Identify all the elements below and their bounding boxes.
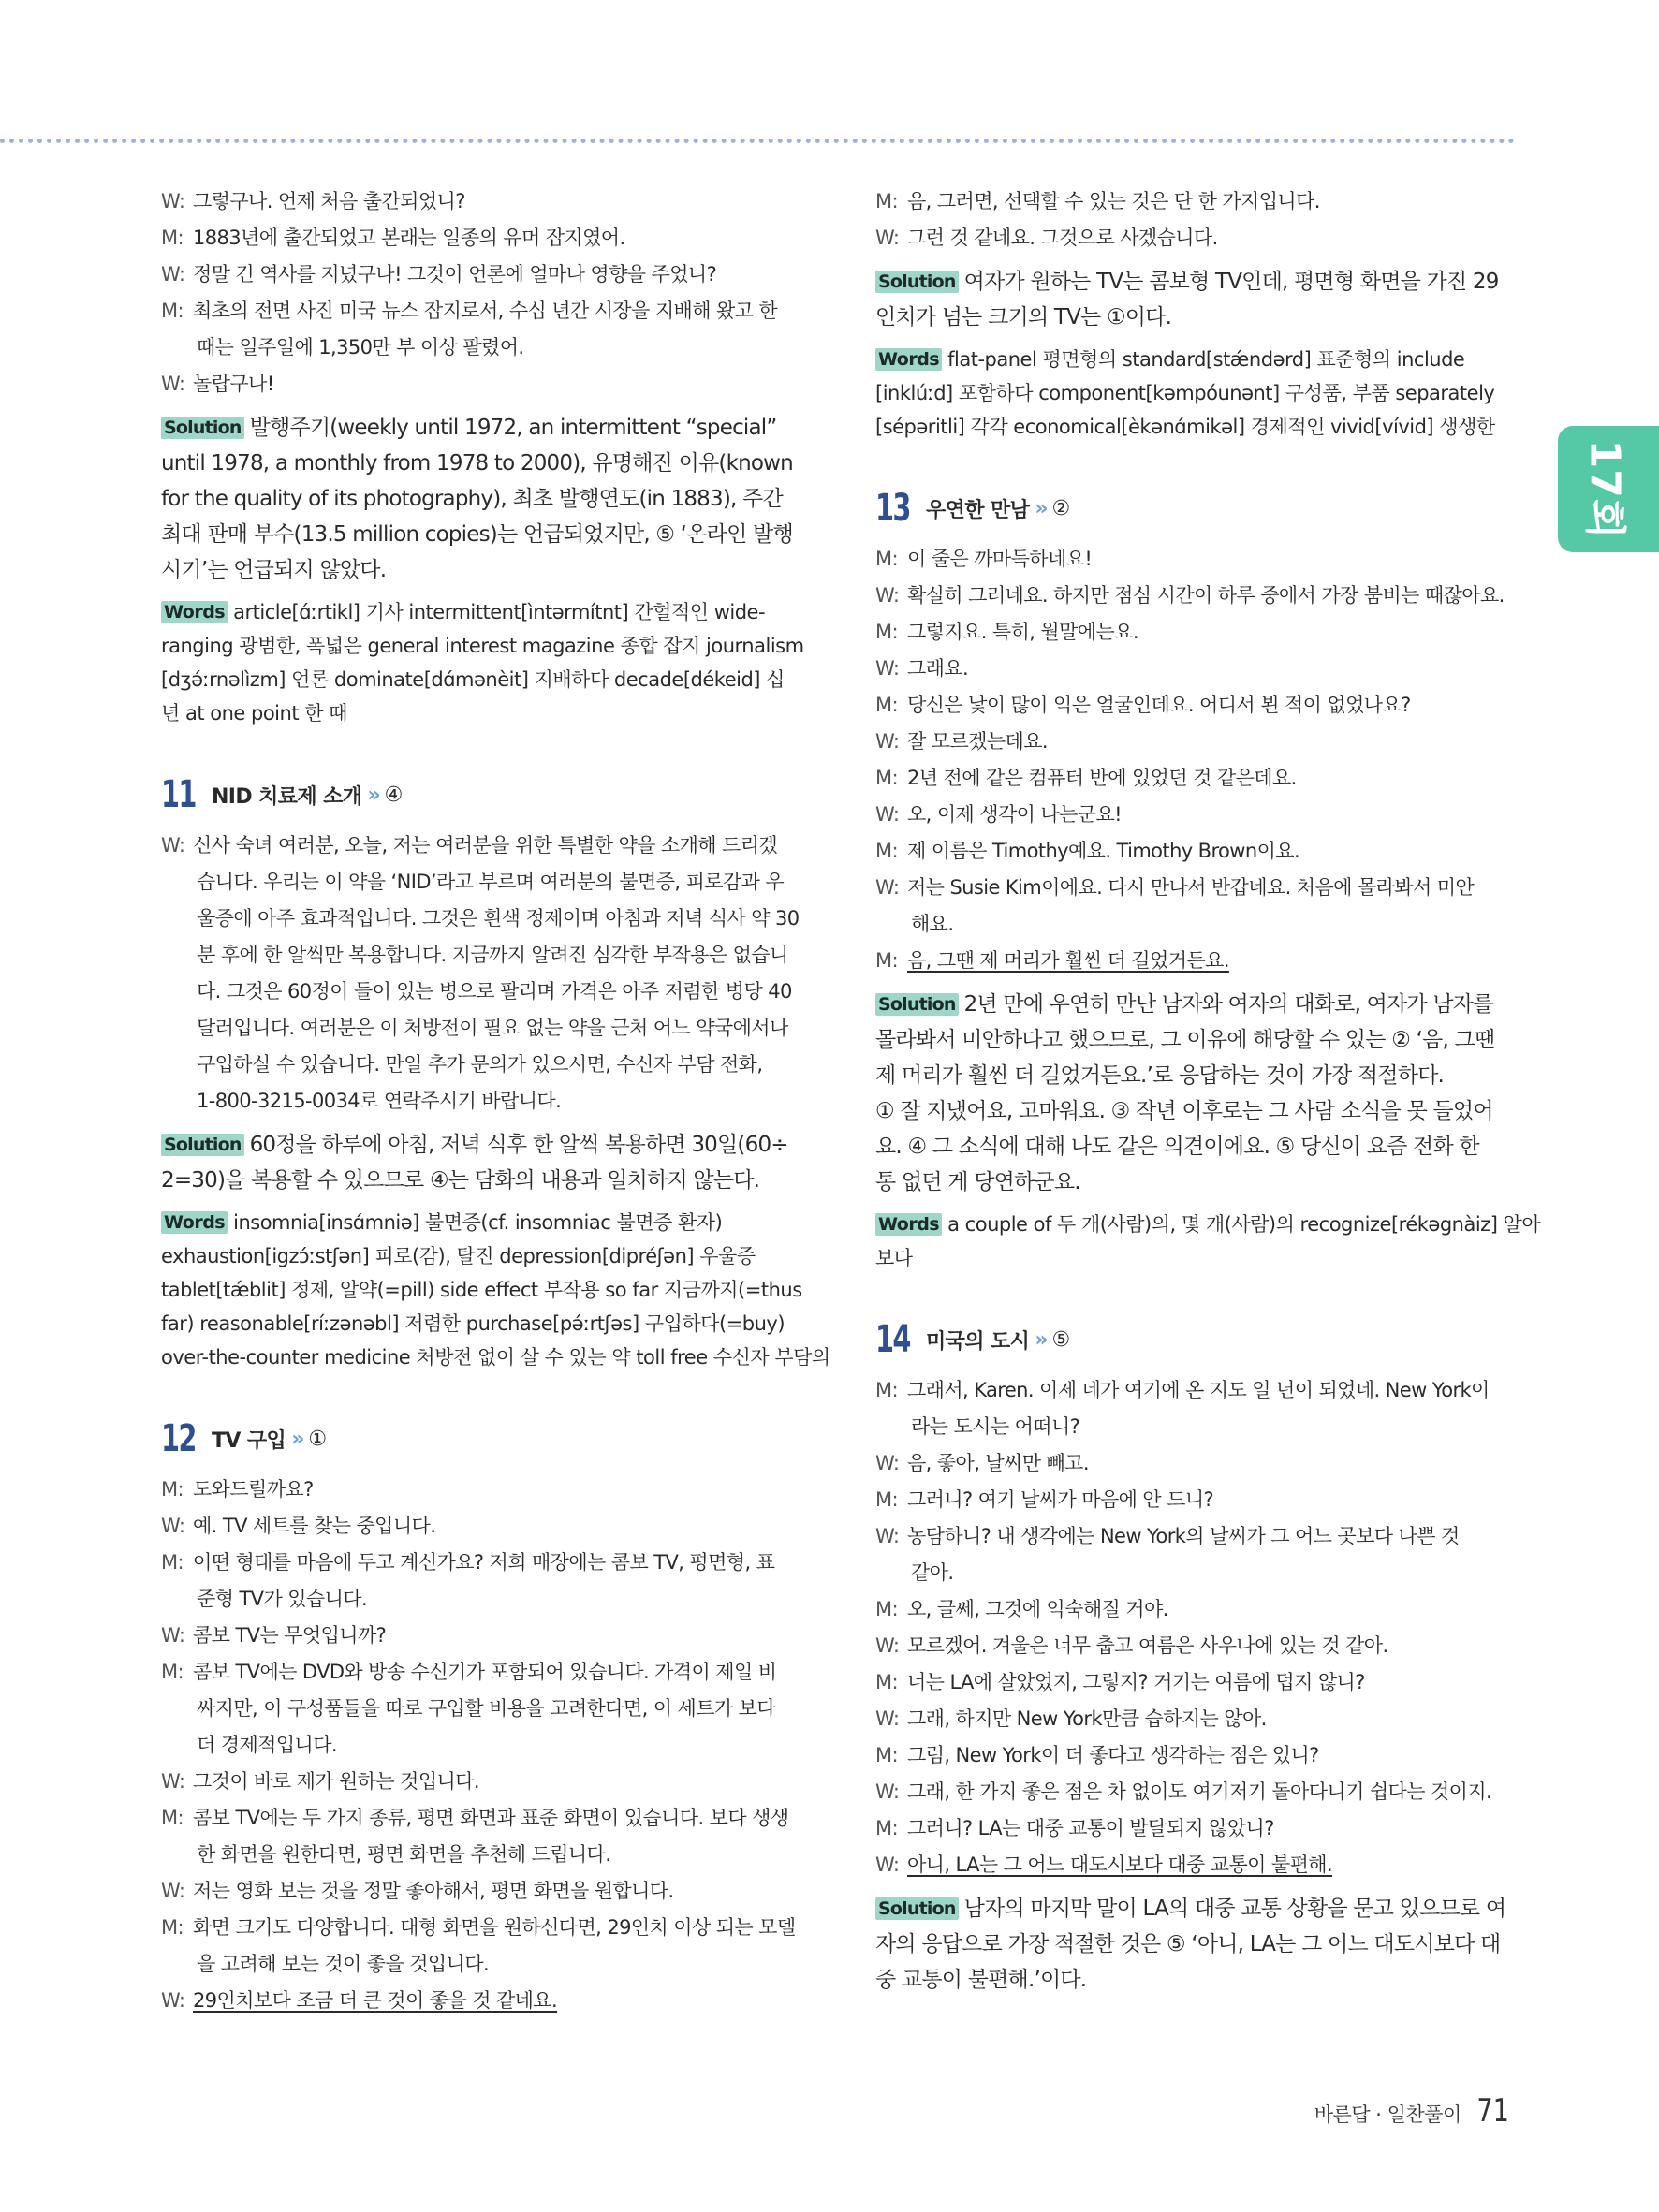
speaker-label: W: — [161, 834, 185, 857]
dialogue-line — [875, 687, 1512, 724]
line-text: ranging 광범한, 폭넓은 general interest magazine 종합 잡지 journalism — [161, 635, 804, 657]
dialogue-text: 당신은 낯이 많이 익은 얼굴인데요. 어디서 뵌 적이 없었나요? — [907, 694, 1411, 716]
solution-line — [875, 1058, 1512, 1093]
dialogue-line — [875, 1445, 1512, 1482]
dialogue-text: 너는 LA에 살았었지, 그렇지? 거기는 여름에 덥지 않니? — [907, 1671, 1365, 1693]
speaker-label: W: — [161, 1770, 185, 1793]
words-line — [161, 1206, 798, 1239]
solution-line — [875, 1165, 1512, 1200]
dialogue-line — [161, 1910, 798, 1946]
words-tag: Words — [161, 1211, 228, 1234]
dialogue-text: 구입하실 수 있습니다. 만일 추가 문의가 있으시면, 수신자 부담 전화, — [197, 1053, 763, 1076]
dialogue-line — [161, 220, 798, 256]
dialogue-text: 최초의 전면 사진 미국 뉴스 잡지로서, 수십 년간 시장을 지배해 왔고 한 — [193, 300, 778, 322]
dialogue-line — [875, 220, 1512, 256]
speaker-label: M: — [161, 300, 184, 322]
section-title: 우연한 만남 — [926, 498, 1030, 522]
solution-tag: Solution — [875, 993, 959, 1016]
line-text: 여자가 원하는 TV는 콤보형 TV인데, 평면형 화면을 가진 29 — [963, 270, 1499, 294]
dialogue-text: 오, 글쎄, 그것에 익숙해질 거야. — [907, 1598, 1168, 1620]
speaker-label: W: — [875, 876, 900, 899]
dialogue-text: 그래서, Karen. 이제 네가 여기에 온 지도 일 년이 되었네. New York이 — [907, 1379, 1490, 1401]
speaker-label: W: — [161, 263, 185, 286]
dialogue-text: 습니다. 우리는 이 약을 ‘NID’라고 부르며 여러분의 불면증, 피로감과 우 — [197, 871, 785, 893]
dialogue-line — [875, 1482, 1512, 1518]
dialogue-line — [161, 293, 798, 330]
dialogue-line — [161, 864, 798, 901]
line-text: article[ɑ́ːrtikl] 기사 intermittent[ìntərmítnt] 간헐적인 wide- — [233, 601, 766, 623]
section-11-header — [161, 768, 798, 822]
solution-line — [875, 1962, 1512, 1998]
speaker-label: W: — [875, 730, 900, 753]
words-line — [875, 1208, 1541, 1241]
solution-line — [161, 517, 798, 552]
speaker-label: W: — [875, 1634, 900, 1657]
dialogue-text: 음, 그러면, 선택할 수 있는 것은 단 한 가지입니다. — [907, 190, 1320, 212]
line-text: 요. ④ 그 소식에 대해 나도 같은 의견이에요. ⑤ 당신이 요즘 전화 한 — [875, 1135, 1479, 1159]
solution-tag: Solution — [161, 417, 244, 439]
dialogue-text: 이 줄은 까마득하네요! — [907, 548, 1093, 570]
dialogue-text: 같아. — [911, 1561, 954, 1584]
line-text: 발행주기(weekly until 1972, an intermittent “special” — [249, 416, 777, 440]
dialogue-line — [161, 1983, 798, 2019]
dialogue-text: 다. 그것은 60정이 들어 있는 병으로 팔리며 가격은 아주 저렴한 병당 40 — [197, 980, 792, 1003]
dialogue-line — [875, 1409, 1512, 1445]
section-11-solution — [161, 1127, 798, 1198]
left-top-solution — [161, 410, 798, 588]
dialogue-line — [875, 797, 1512, 833]
dialogue-text: 도와드릴까요? — [193, 1478, 314, 1501]
dialogue-line — [875, 760, 1512, 797]
words-line — [161, 629, 804, 663]
speaker-label: M: — [875, 1488, 898, 1511]
solution-line — [875, 1129, 1512, 1165]
words-line — [161, 1239, 798, 1273]
words-line — [161, 663, 798, 696]
dialogue-text: 오, 이제 생각이 나는군요! — [907, 803, 1122, 826]
dialogue-line — [161, 1010, 798, 1047]
dialogue-text: 콤보 TV에는 DVD와 방송 수신기가 포함되어 있습니다. 가격이 제일 비 — [193, 1661, 777, 1683]
dialogue-line — [875, 1810, 1512, 1847]
dialogue-line — [161, 1508, 798, 1545]
speaker-label: W: — [875, 584, 900, 607]
line-text: 통 없던 게 당연하군요. — [875, 1170, 1080, 1194]
section-answer: ① — [308, 1427, 328, 1451]
speaker-label: M: — [875, 1744, 898, 1766]
dialogue-continuation: 때는 일주일에 1,350만 부 이상 팔렸어. — [197, 336, 524, 359]
dialogue-line — [875, 1518, 1512, 1555]
dialogue-line — [161, 1618, 798, 1654]
dialogue-text: 한 화면을 원한다면, 평면 화면을 추천해 드립니다. — [197, 1843, 611, 1866]
page-footer — [1314, 2092, 1513, 2130]
section-13-header — [875, 481, 1512, 535]
solution-line — [161, 1163, 798, 1198]
dialogue-text: 을 고려해 보는 것이 좋을 것입니다. — [197, 1953, 490, 1975]
dialogue-text: 1-800-3215-0034로 연락주시기 바랍니다. — [197, 1090, 562, 1112]
section-11-words — [161, 1206, 830, 1374]
speaker-label: M: — [875, 1598, 898, 1620]
speaker-label: M: — [161, 1551, 184, 1574]
words-line — [161, 696, 798, 730]
speaker-label: W: — [161, 190, 185, 212]
dialogue-line — [875, 1737, 1512, 1774]
dialogue-text: 저는 Susie Kim이에요. 다시 만나서 반갑네요. 처음에 몰라봐서 미안 — [907, 876, 1475, 899]
words-tag: Words — [875, 1213, 942, 1236]
solution-line — [875, 1891, 1512, 1926]
section-answer: ② — [1051, 496, 1071, 520]
dialogue-line — [875, 183, 1512, 220]
solution-line — [161, 1127, 798, 1163]
dialogue-line — [875, 578, 1512, 614]
section-14-solution — [875, 1891, 1512, 1998]
dialogue-text: 콤보 TV에는 두 가지 종류, 평면 화면과 표준 화면이 있습니다. 보다 생생 — [193, 1807, 789, 1829]
speaker-label: M: — [875, 767, 898, 789]
dialogue-line — [161, 1545, 798, 1581]
dialogue-text: 29인치보다 조금 더 큰 것이 좋을 것 같네요. — [193, 1989, 558, 2012]
solution-tag: Solution — [875, 1897, 959, 1920]
section-title: TV 구입 — [212, 1428, 286, 1453]
words-line — [161, 1307, 798, 1340]
line-text: [inklúːd] 포함하다 component[kəmpóunənt] 구성품, 부품 separately — [875, 382, 1495, 404]
speaker-label: W: — [161, 1989, 185, 2012]
line-text: 시기’는 언급되지 않았다. — [161, 558, 387, 582]
line-text: 자의 응답으로 가장 적절한 것은 ⑤ ‘아니, LA는 그 어느 대도시보다 대 — [875, 1932, 1501, 1956]
line-text: over-the-counter medicine 처방전 없이 살 수 있는 약 toll free 수신자 부담의 — [161, 1346, 830, 1369]
dialogue-line — [161, 974, 798, 1010]
dialogue-line — [161, 1727, 798, 1764]
section-13-words — [875, 1208, 1541, 1275]
section-12-header — [161, 1412, 798, 1466]
solution-line — [875, 987, 1512, 1022]
words-line — [875, 343, 1512, 376]
words-tag: Words — [875, 348, 942, 371]
dialogue-line — [875, 1774, 1512, 1810]
words-line — [875, 376, 1512, 410]
dialogue-text: 그렇구나. 언제 처음 출간되었니? — [193, 190, 465, 212]
solution-line — [161, 410, 798, 446]
line-text: until 1978, a monthly from 1978 to 2000), 유명해진 이유(known — [161, 451, 793, 476]
dialogue-line — [161, 1083, 798, 1120]
line-text: [sépəritli] 각각 economical[èkənɑ́mikəl] 경제적인 vivid[vívid] 생생한 — [875, 416, 1495, 438]
dialogue-line — [875, 833, 1512, 870]
speaker-label: W: — [161, 1624, 185, 1647]
dialogue-text: 더 경제적입니다. — [197, 1734, 337, 1756]
dialogue-line — [875, 614, 1512, 651]
right-top-words — [875, 343, 1512, 444]
speaker-label: W: — [875, 1452, 900, 1474]
dialogue-text: 음, 좋아, 날씨만 빼고. — [907, 1452, 1089, 1474]
right-top-solution — [875, 264, 1512, 335]
solution-line — [161, 481, 798, 517]
section-14-header — [875, 1312, 1512, 1367]
speaker-label: M: — [161, 227, 184, 249]
section-number: 11 — [161, 773, 196, 816]
solution-line — [875, 300, 1512, 335]
dialogue-line — [875, 1701, 1512, 1737]
dialogue-line — [875, 1664, 1512, 1701]
line-text: 60정을 하루에 아침, 저녁 식후 한 알씩 복용하면 30일(60÷ — [249, 1133, 788, 1157]
dialogue-line — [161, 256, 798, 293]
left-column — [161, 183, 830, 2019]
dialogue-line — [161, 1837, 798, 1873]
dialogue-text: 확실히 그러네요. 하지만 점심 시간이 하루 중에서 가장 붐비는 때잖아요. — [907, 584, 1505, 607]
dialogue-line — [875, 1847, 1512, 1883]
line-text: far) reasonable[ríːzənəbl] 저렴한 purchase[pə́ːrtʃəs] 구입하다(=buy) — [161, 1312, 785, 1335]
side-tab — [1558, 426, 1659, 552]
dialogue-text: 저는 영화 보는 것을 정말 좋아해서, 평면 화면을 원합니다. — [193, 1880, 674, 1902]
dialogue-text: 아니, LA는 그 어느 대도시보다 대중 교통이 불편해. — [907, 1853, 1333, 1876]
words-line — [161, 1273, 802, 1307]
section-11-dialogue — [161, 828, 798, 1120]
line-text: a couple of 두 개(사람)의, 몇 개(사람)의 recognize[rékəgnàiz] 알아 — [947, 1213, 1541, 1236]
dialogue-text: 싸지만, 이 구성품들을 따로 구입할 비용을 고려한다면, 이 세트가 보다 — [197, 1697, 776, 1720]
left-top-dialogue — [161, 183, 798, 403]
solution-line — [875, 1093, 1512, 1129]
dialogue-text: 라는 도시는 어떠니? — [911, 1415, 1080, 1438]
dialogue-text: 그래, 하지만 New York만큼 습하지는 않아. — [907, 1707, 1267, 1730]
speaker-label: M: — [875, 1379, 898, 1401]
section-answer: ④ — [384, 783, 404, 807]
line-text: 중 교통이 불편해.’이다. — [875, 1968, 1087, 1992]
section-answer: ⑤ — [1051, 1327, 1071, 1352]
line-text: insomnia[insɑ́mniə] 불면증(cf. insomniac 불면증 환자) — [233, 1211, 723, 1234]
dialogue-line — [875, 1555, 1512, 1591]
dialogue-text: 1883년에 출간되었고 본래는 일종의 유머 잡지였어. — [193, 227, 625, 249]
solution-line — [875, 1926, 1512, 1962]
dialogue-text: 그래요. — [907, 657, 969, 680]
line-text: 몰라봐서 미안하다고 했으므로, 그 이유에 해당할 수 있는 ② ‘음, 그땐 — [875, 1028, 1495, 1052]
dialogue-text: 그렇지요. 특히, 월말에는요. — [907, 621, 1138, 643]
speaker-label: W: — [161, 373, 185, 395]
section-number: 12 — [161, 1417, 196, 1460]
section-title: NID 치료제 소개 — [212, 784, 362, 809]
dialogue-line — [161, 1764, 798, 1800]
left-top-words — [161, 595, 804, 730]
dialogue-line — [161, 828, 798, 864]
speaker-label: W: — [875, 1525, 900, 1547]
chevron-icon: » — [1035, 496, 1049, 520]
line-text: 남자의 마지막 말이 LA의 대중 교통 상황을 묻고 있으므로 여 — [963, 1897, 1506, 1921]
page-number: 71 — [1476, 2092, 1509, 2130]
dialogue-text: 음, 그땐 제 머리가 훨씬 더 길었거든요. — [907, 949, 1229, 972]
speaker-label: M: — [875, 694, 898, 716]
speaker-label: M: — [875, 190, 898, 212]
line-text: ① 잘 지냈어요, 고마워요. ③ 작년 이후로는 그 사람 소식을 못 들었어 — [875, 1099, 1493, 1123]
dialogue-line — [161, 1581, 798, 1618]
speaker-label: W: — [875, 227, 900, 249]
speaker-label: W: — [875, 657, 900, 680]
section-number: 14 — [875, 1318, 910, 1361]
dialogue-text: 농담하니? 내 생각에는 New York의 날씨가 그 어느 곳보다 나쁜 것 — [907, 1525, 1460, 1547]
dialogue-line — [161, 1472, 798, 1508]
dialogue-text: 그러니? LA는 대중 교통이 발달되지 않았니? — [907, 1817, 1274, 1839]
line-text: tablet[tǽblit] 정제, 알약(=pill) side effect 부작용 so far 지금까지(=thus — [161, 1279, 802, 1301]
footer-label: 바른답 · 일찬풀이 — [1314, 2103, 1461, 2126]
dialogue-text: 분 후에 한 알씩만 복용합니다. 지금까지 알려진 심각한 부작용은 없습니 — [197, 944, 788, 966]
dialogue-text: 화면 크기도 다양합니다. 대형 화면을 원하신다면, 29인치 이상 되는 모델 — [193, 1916, 796, 1939]
speaker-label: W: — [875, 1707, 900, 1730]
dialogue-text: 예. TV 세트를 찾는 중입니다. — [193, 1515, 436, 1537]
dialogue-line — [161, 183, 798, 220]
dialogue-line — [161, 1800, 798, 1837]
right-top-dialogue — [875, 183, 1512, 256]
line-text: 최대 판매 부수(13.5 million copies)는 언급되었지만, ⑤ ‘온라인 발행 — [161, 522, 793, 547]
words-line — [161, 1340, 830, 1374]
speaker-label: M: — [161, 1807, 184, 1829]
words-line — [161, 595, 798, 629]
dialogue-line — [875, 541, 1512, 578]
line-text: flat-panel 평면형의 standard[stǽndərd] 표준형의 include — [947, 348, 1465, 371]
dialogue-line — [161, 1691, 798, 1727]
line-text: exhaustion[igzɔ́ːstʃən] 피로(감), 탈진 depression[dipréʃən] 우울증 — [161, 1245, 756, 1267]
speaker-label: M: — [875, 548, 898, 570]
speaker-label: M: — [875, 949, 898, 972]
dialogue-text: 그래, 한 가지 좋은 점은 차 없이도 여기저기 돌아다니기 쉽다는 것이지. — [907, 1780, 1492, 1803]
dialogue-text: 정말 긴 역사를 지녔구나! 그것이 언론에 얼마나 영향을 주었니? — [193, 263, 717, 286]
dialogue-line — [875, 1372, 1512, 1409]
dialogue-text: 그런 것 같네요. 그것으로 사겠습니다. — [907, 227, 1218, 249]
dialogue-text: 그것이 바로 제가 원하는 것입니다. — [193, 1770, 479, 1793]
words-line — [875, 1241, 1512, 1275]
line-text: for the quality of its photography), 최초 발행연도(in 1883), 주간 — [161, 487, 783, 511]
dialogue-line — [875, 1591, 1512, 1628]
line-text: 보다 — [875, 1247, 913, 1269]
solution-line — [875, 1022, 1512, 1058]
chevron-icon: » — [1035, 1327, 1049, 1352]
speaker-label: W: — [875, 803, 900, 826]
line-text: 2=30)을 복용할 수 있으므로 ④는 담화의 내용과 일치하지 않는다. — [161, 1168, 760, 1193]
side-tab-label: 17회 — [1579, 439, 1628, 539]
dialogue-line — [161, 937, 798, 974]
chevron-icon: » — [291, 1427, 305, 1451]
dialogue-text: 해요. — [911, 913, 954, 935]
solution-line — [875, 264, 1512, 300]
dialogue-text: 모르겠어. 겨울은 너무 춥고 여름은 사우나에 있는 것 같아. — [907, 1634, 1388, 1657]
dialogue-line — [161, 1946, 798, 1983]
right-column — [875, 183, 1541, 1998]
dialogue-text: 그럼, New York이 더 좋다고 생각하는 점은 있니? — [907, 1744, 1319, 1766]
dialogue-text: 잘 모르겠는데요. — [907, 730, 1048, 753]
solution-tag: Solution — [161, 1134, 244, 1156]
section-14-dialogue — [875, 1372, 1512, 1883]
section-12-dialogue — [161, 1472, 798, 2019]
solution-tag: Solution — [875, 271, 959, 293]
speaker-label: W: — [875, 1853, 900, 1876]
solution-line — [161, 552, 798, 588]
dialogue-text: 신사 숙녀 여러분, 오늘, 저는 여러분을 위한 특별한 약을 소개해 드리겠 — [193, 834, 778, 857]
speaker-label: M: — [875, 840, 898, 862]
speaker-label: W: — [161, 1880, 185, 1902]
section-13-dialogue — [875, 541, 1512, 979]
dialogue-text: 준형 TV가 있습니다. — [197, 1588, 368, 1610]
speaker-label: M: — [161, 1661, 184, 1683]
speaker-label: M: — [875, 1817, 898, 1839]
speaker-label: M: — [875, 621, 898, 643]
dialogue-line — [161, 366, 798, 403]
line-text: 제 머리가 훨씬 더 길었거든요.’로 응답하는 것이 가장 적절하다. — [875, 1063, 1445, 1088]
dialogue-text: 달러입니다. 여러분은 이 처방전이 필요 없는 약을 근처 어느 약국에서나 — [197, 1017, 788, 1039]
words-tag: Words — [161, 601, 228, 623]
chevron-icon: » — [367, 783, 381, 807]
top-dotted-rule — [0, 139, 1515, 143]
dialogue-line — [875, 724, 1512, 760]
dialogue-text: 어떤 형태를 마음에 두고 계신가요? 저희 매장에는 콤보 TV, 평면형, 표 — [193, 1551, 775, 1574]
dialogue-line — [875, 943, 1512, 979]
speaker-label: M: — [161, 1916, 184, 1939]
section-title: 미국의 도시 — [926, 1329, 1030, 1354]
speaker-label: M: — [875, 1671, 898, 1693]
line-text: 년 at one point 한 때 — [161, 702, 347, 725]
words-line — [875, 410, 1512, 444]
dialogue-line — [161, 1873, 798, 1910]
dialogue-text: 그러니? 여기 날씨가 마음에 안 드니? — [907, 1488, 1214, 1511]
dialogue-text: 제 이름은 Timothy예요. Timothy Brown이요. — [907, 840, 1300, 862]
section-number: 13 — [875, 487, 910, 530]
dialogue-line — [875, 870, 1512, 906]
dialogue-line — [161, 1654, 798, 1691]
speaker-label: W: — [161, 1515, 185, 1537]
dialogue-line — [875, 1628, 1512, 1664]
section-13-solution — [875, 987, 1512, 1200]
dialogue-line — [161, 901, 798, 937]
line-text: [dʒə́ːrnəlìzm] 언론 dominate[dɑ́mənèit] 지배하다 decade[dékeid] 십 — [161, 668, 785, 691]
dialogue-line — [161, 1047, 798, 1083]
line-text: 인치가 넘는 크기의 TV는 ①이다. — [875, 305, 1172, 330]
dialogue-text: 울증에 아주 효과적입니다. 그것은 흰색 정제이며 아침과 저녁 식사 약 30 — [197, 907, 800, 930]
speaker-label: W: — [875, 1780, 900, 1803]
dialogue-line — [875, 906, 1512, 943]
dialogue-text: 2년 전에 같은 컴퓨터 반에 있었던 것 같은데요. — [907, 767, 1297, 789]
speaker-label: M: — [161, 1478, 184, 1501]
solution-line — [161, 446, 798, 481]
line-text: 2년 만에 우연히 만난 남자와 여자의 대화로, 여자가 남자를 — [963, 992, 1493, 1017]
dialogue-line — [875, 651, 1512, 687]
dialogue-text: 콤보 TV는 무엇입니까? — [193, 1624, 387, 1647]
dialogue-text: 놀랍구나! — [193, 373, 274, 395]
